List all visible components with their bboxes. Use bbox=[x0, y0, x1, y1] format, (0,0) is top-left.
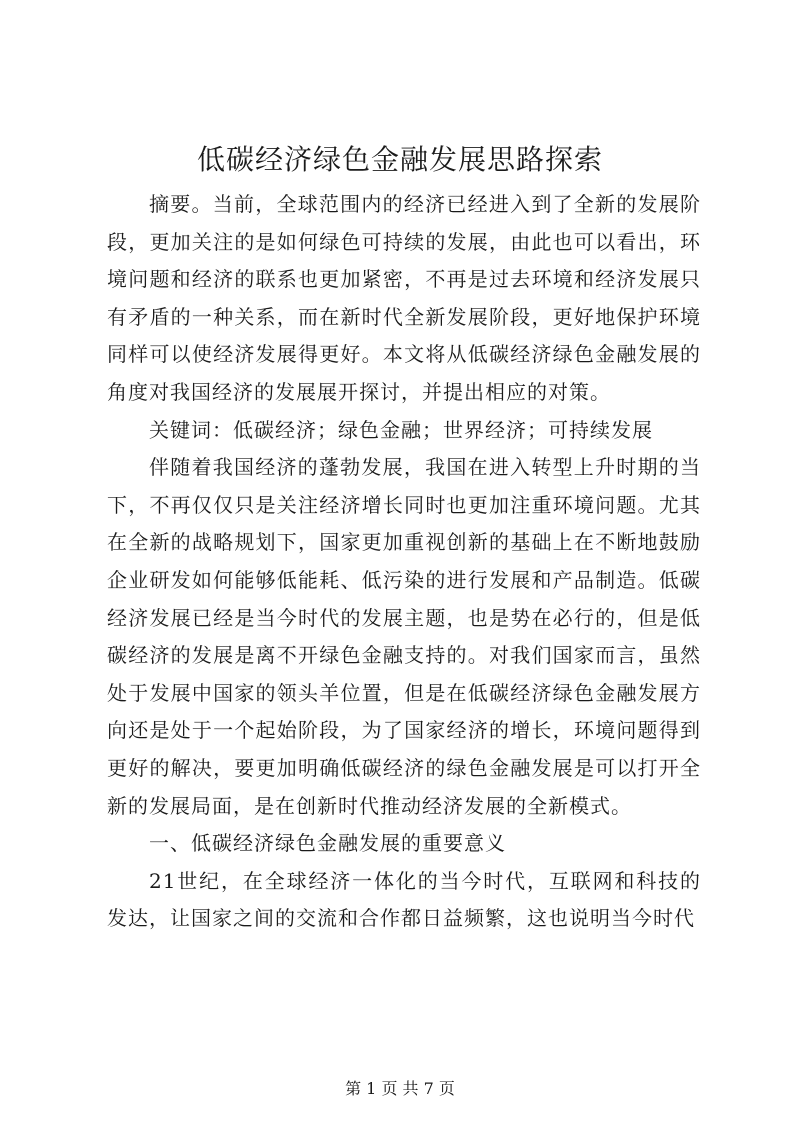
document-body bbox=[107, 186, 701, 938]
intro-paragraph: 伴随着我国经济的蓬勃发展，我国在进入转型上升时期的当下，不再仅仅只是关注经济增长同时也更加注重环境问题。尤其在全新的战略规划下，国家更加重视创新的基础上在不断地鼓励企业研发如何能够低能耗、低污染的进行发展和产品制造。低碳经济发展已经是当今时代的发展主题，也是势在必行的，但是低碳经济的发展是离不开绿色金融支持的。对我们国家而言，虽然处于发展中国家的领头羊位置，但是在低碳经济绿色金融发展方向还是处于一个起始阶段，为了国家经济的增长，环境问题得到更好的解决，要更加明确低碳经济的绿色金融发展是可以打开全新的发展局面，是在创新时代推动经济发展的全新模式。 bbox=[107, 455, 701, 818]
keywords-paragraph: 关键词：低碳经济；绿色金融；世界经济；可持续发展 bbox=[149, 417, 653, 442]
section-paragraph: 21世纪，在全球经济一体化的当今时代，互联网和科技的发达，让国家之间的交流和合作都日益频繁，这也说明当今时代 bbox=[107, 868, 701, 931]
page-footer: 第 1 页 共 7 页 bbox=[345, 1079, 455, 1098]
section-heading: 一、低碳经济绿色金融发展的重要意义 bbox=[149, 831, 506, 856]
document-title: 低碳经济绿色金融发展思路探索 bbox=[196, 143, 603, 176]
abstract-paragraph: 摘要。当前，全球范围内的经济已经进入到了全新的发展阶段，更加关注的是如何绿色可持续的发展，由此也可以看出，环境问题和经济的联系也更加紧密，不再是过去环境和经济发展只有矛盾的一种关系，而在新时代全新发展阶段，更好地保护环境同样可以使经济发展得更好。本文将从低碳经济绿色金融发展的角度对我国经济的发展展开探讨，并提出相应的对策。 bbox=[107, 192, 701, 404]
